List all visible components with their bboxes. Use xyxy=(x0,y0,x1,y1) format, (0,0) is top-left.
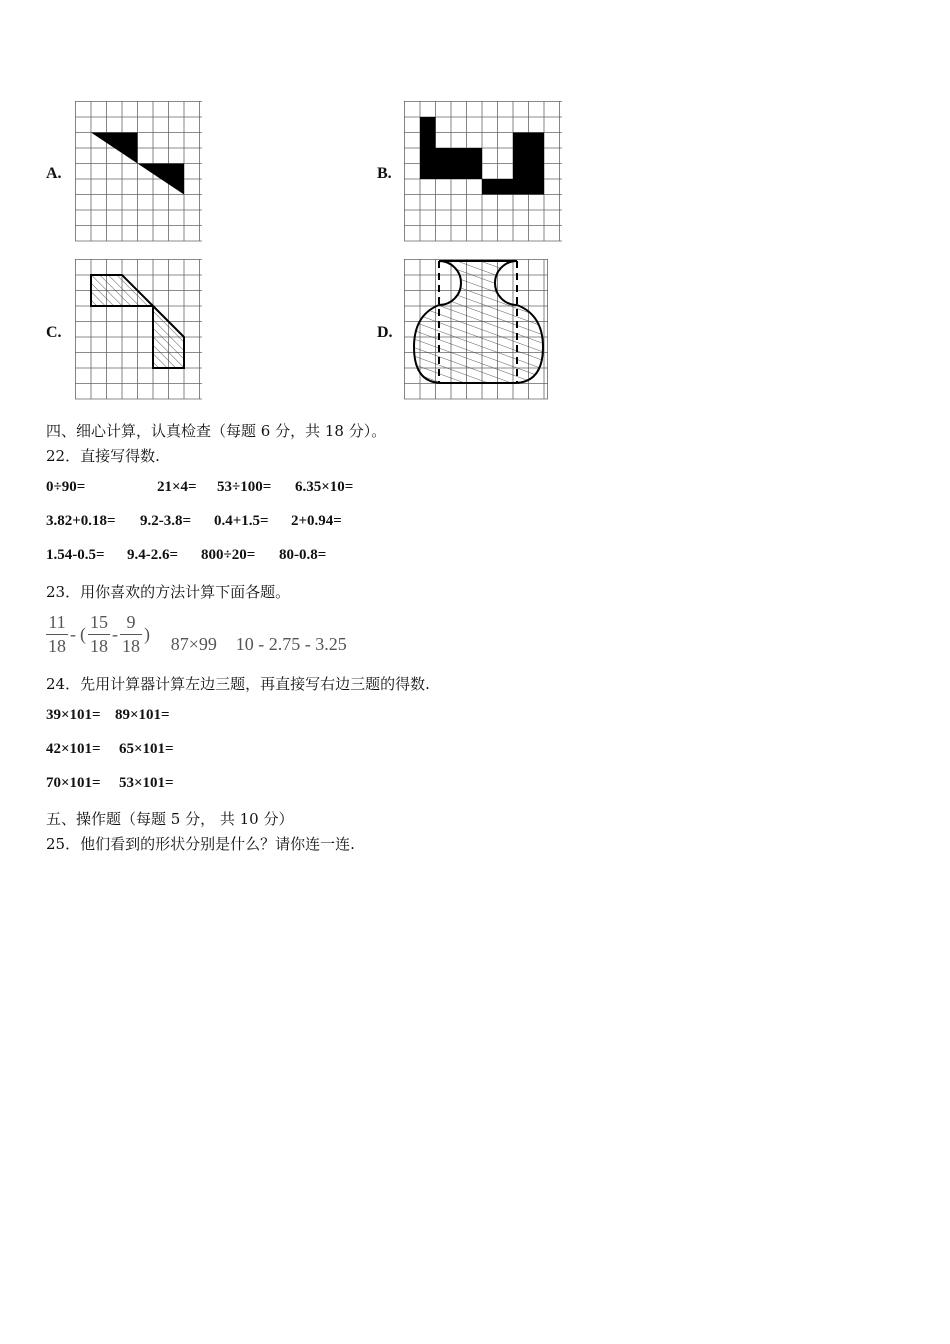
q24-item: 70×101= xyxy=(46,775,101,791)
q22-item: 2+0.94= xyxy=(291,513,342,529)
q22-title: 22．直接写得数. xyxy=(46,447,160,465)
fraction-15-18: $\frac{15}{18}$ xyxy=(90,612,108,656)
q22-row-1 xyxy=(46,479,353,496)
q24-row-3 xyxy=(46,775,174,792)
q22-item: 6.35×10= xyxy=(295,479,354,495)
q24-item: 89×101= xyxy=(115,707,170,723)
option-a-label: A. xyxy=(46,165,62,182)
q24-row-2 xyxy=(46,741,174,758)
section-4-heading: 四、细心计算，认真检查（每题 6 分，共 18 分）。 xyxy=(46,422,387,440)
q22-item: 0÷90= xyxy=(46,479,86,495)
option-d-label: D. xyxy=(377,324,393,341)
q23-expressions: $\frac{11}{18}$ - ( $\frac{15}{18}$ - $\frac{9}{18}$ ) 87×99 10 - 2.75 - 3.25 xyxy=(48,612,347,656)
fraction-11-18: $\frac{11}{18}$ xyxy=(48,612,66,656)
option-c-label: C. xyxy=(46,324,62,341)
q22-item: 80-0.8= xyxy=(279,547,327,563)
q24-item: 39×101= xyxy=(46,707,101,723)
option-c-figure[interactable] xyxy=(75,259,203,400)
q24-row-1 xyxy=(46,707,170,724)
option-b-label: B. xyxy=(377,165,392,182)
section-5-heading: 五、操作题（每题 5 分， 共 10 分） xyxy=(46,810,294,828)
q22-row-3 xyxy=(46,547,326,564)
q22-item: 53÷100= xyxy=(217,479,272,495)
q22-item: 9.4-2.6= xyxy=(127,547,179,563)
q22-item: 1.54-0.5= xyxy=(46,547,105,563)
q24-title: 24．先用计算器计算左边三题，再直接写右边三题的得数. xyxy=(46,675,430,693)
q25-title: 25．他们看到的形状分别是什么？请你连一连. xyxy=(46,835,355,853)
q22-item: 9.2-3.8= xyxy=(140,513,192,529)
expr-10-minus: 10 - 2.75 - 3.25 xyxy=(235,634,347,654)
shape-d-vase xyxy=(414,261,543,383)
option-b-figure[interactable] xyxy=(404,101,564,242)
expr-87x99: 87×99 xyxy=(170,634,217,654)
fraction-9-18: $\frac{9}{18}$ xyxy=(122,612,140,656)
q24-item: 42×101= xyxy=(46,741,101,757)
q23-title: 23．用你喜欢的方法计算下面各题。 xyxy=(46,583,291,601)
q22-row-2 xyxy=(46,513,342,530)
q22-item: 800÷20= xyxy=(201,547,256,563)
q22-item: 3.82+0.18= xyxy=(46,513,116,529)
option-d-figure[interactable] xyxy=(404,259,550,400)
q24-item: 53×101= xyxy=(119,775,174,791)
q22-item: 21×4= xyxy=(157,479,197,495)
q22-item: 0.4+1.5= xyxy=(214,513,269,529)
q24-item: 65×101= xyxy=(119,741,174,757)
option-a-figure[interactable] xyxy=(75,101,203,242)
